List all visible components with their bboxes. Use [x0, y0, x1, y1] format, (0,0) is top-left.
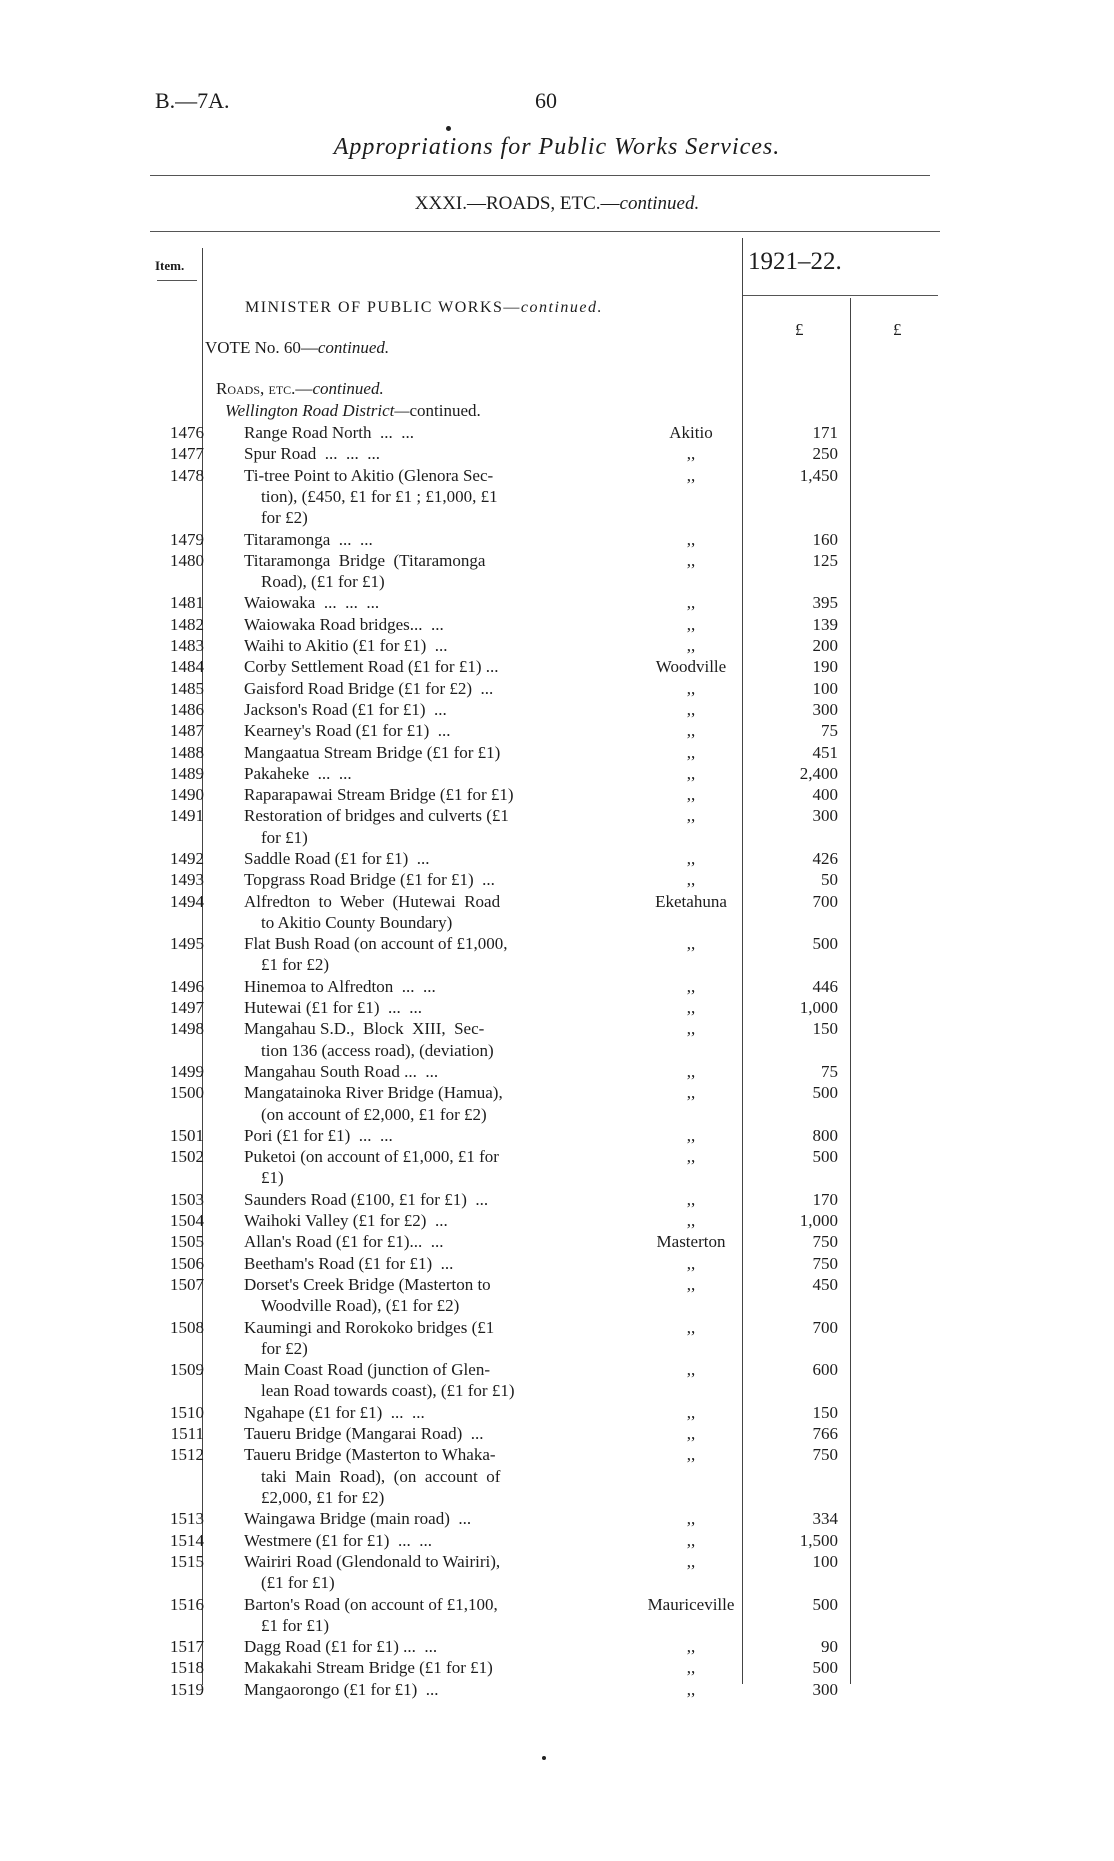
- minister-continued: continued.: [520, 299, 603, 316]
- item-locality: Masterton: [656, 1232, 726, 1252]
- item-description: Saunders Road (£100, £1 for £1) ...: [244, 1189, 489, 1209]
- item-number: 1481: [170, 593, 204, 613]
- currency-header-2: £: [893, 320, 902, 339]
- item-number: 1479: [170, 529, 204, 549]
- document-code: B.—7A.: [155, 88, 230, 113]
- table-row: [0, 1423, 1114, 1444]
- item-number: 1499: [170, 1062, 204, 1081]
- item-amount: 1,000: [799, 1211, 838, 1231]
- table-row: [0, 422, 1114, 443]
- item-description: Westmere (£1 for £1) ... ...: [244, 1530, 432, 1550]
- item-number: 1480: [170, 550, 204, 570]
- subtitle-main: XXXI.—ROADS, ETC.—: [414, 193, 620, 214]
- item-description: Flat Bush Road (on account of £1,000, £1 for £2): [244, 934, 508, 975]
- item-number: 1510: [170, 1402, 204, 1422]
- ink-dot: [446, 126, 451, 131]
- item-description: Wairiri Road (Glendonald to Wairiri), (£1 for £1): [244, 1551, 501, 1593]
- item-locality: ,,: [686, 1211, 696, 1231]
- year-column-header: 1921–22.: [748, 248, 842, 275]
- table-row: [0, 465, 1114, 529]
- table-row: [0, 1551, 1114, 1594]
- item-amount: 700: [812, 1317, 838, 1337]
- item-description: Mangahau S.D., Block XIII, Sec- tion 136 (access road), (deviation): [244, 1019, 494, 1060]
- item-number: 1493: [170, 870, 204, 890]
- item-locality: ,,: [686, 934, 696, 954]
- item-description: Hutewai (£1 for £1) ... ...: [244, 998, 422, 1018]
- item-number: 1516: [170, 1594, 204, 1614]
- table-row: [0, 592, 1114, 613]
- item-locality: ,,: [686, 1637, 696, 1657]
- item-description: Kaumingi and Rorokoko bridges (£1 for £2): [244, 1317, 495, 1358]
- item-number: 1476: [170, 423, 204, 442]
- item-amount: 500: [812, 1658, 838, 1678]
- table-row: [0, 1679, 1114, 1700]
- item-number: 1497: [170, 998, 204, 1018]
- item-amount: 766: [812, 1424, 838, 1444]
- item-description: Dagg Road (£1 for £1) ... ...: [244, 1637, 438, 1657]
- item-amount: 700: [812, 891, 838, 911]
- item-amount: 90: [821, 1637, 838, 1657]
- item-number: 1506: [170, 1253, 204, 1273]
- table-row: [0, 1444, 1114, 1508]
- table-row: [0, 1061, 1114, 1082]
- item-number: 1477: [170, 444, 204, 464]
- item-amount: 160: [812, 529, 838, 549]
- table-row: [0, 1018, 1114, 1061]
- item-amount: 750: [812, 1232, 838, 1252]
- item-description: Gaisford Road Bridge (£1 for £2) ...: [244, 678, 494, 698]
- item-amount: 125: [812, 550, 838, 570]
- table-row: [0, 1274, 1114, 1317]
- district-continued: continued.: [409, 401, 481, 420]
- item-locality: ,,: [686, 614, 696, 634]
- table-row: [0, 997, 1114, 1018]
- item-description: Mangatainoka River Bridge (Hamua), (on account of £2,000, £1 for £2): [244, 1083, 503, 1124]
- item-locality: ,,: [686, 763, 696, 783]
- table-row: [0, 976, 1114, 997]
- section-subtitle: [0, 193, 1114, 215]
- table-row: [0, 805, 1114, 848]
- vote-main: VOTE No. 60—: [205, 338, 318, 357]
- item-amount: 300: [812, 806, 838, 826]
- table-row: [0, 1402, 1114, 1423]
- item-locality: ,,: [686, 998, 696, 1018]
- item-number: 1485: [170, 678, 204, 698]
- table-row: [0, 742, 1114, 763]
- item-number: 1478: [170, 465, 204, 485]
- item-number: 1517: [170, 1637, 204, 1657]
- subtitle-continued: continued.: [619, 193, 700, 214]
- item-locality: ,,: [686, 529, 696, 549]
- item-locality: ,,: [686, 806, 696, 826]
- item-description: Taueru Bridge (Masterton to Whaka- taki Main Road), (on account of £2,000, £1 for £2): [244, 1445, 501, 1507]
- item-number: 1496: [170, 976, 204, 996]
- table-row: [0, 869, 1114, 890]
- item-amount: 451: [812, 742, 838, 762]
- item-description: Alfredton to Weber (Hutewai Road to Akitio County Boundary): [244, 891, 501, 932]
- item-amount: 170: [812, 1189, 838, 1209]
- item-locality: ,,: [686, 699, 696, 719]
- table-row: [0, 635, 1114, 656]
- item-amount: 400: [812, 785, 838, 805]
- item-locality: Woodville: [655, 657, 727, 677]
- table-row: [0, 1146, 1114, 1189]
- item-amount: 75: [821, 1062, 838, 1081]
- minister-main: MINISTER OF PUBLIC WORKS—: [245, 299, 521, 316]
- item-column-header: Item.: [155, 258, 185, 273]
- item-number: 1513: [170, 1509, 204, 1529]
- item-description: Saddle Road (£1 for £1) ...: [244, 849, 430, 868]
- item-amount: 300: [812, 1679, 838, 1699]
- item-locality: ,,: [686, 1658, 696, 1678]
- title-rule: [150, 175, 930, 176]
- page-number: 60: [535, 88, 557, 113]
- item-locality: ,,: [686, 1275, 696, 1294]
- roads-heading: [216, 379, 384, 399]
- currency-header-1: £: [795, 320, 804, 339]
- item-number: 1518: [170, 1658, 204, 1678]
- item-number: 1494: [170, 891, 204, 911]
- item-number: 1487: [170, 721, 204, 741]
- item-locality: ,,: [686, 1445, 696, 1465]
- table-row: [0, 1317, 1114, 1360]
- item-number: 1502: [170, 1147, 204, 1167]
- item-description: Kearney's Road (£1 for £1) ...: [244, 721, 451, 741]
- item-locality: ,,: [686, 1019, 696, 1039]
- item-locality: Akitio: [669, 423, 713, 442]
- item-amount: 250: [812, 444, 838, 464]
- item-locality: ,,: [686, 721, 696, 741]
- roads-main: Roads, etc.—: [216, 379, 313, 398]
- item-description: Ngahape (£1 for £1) ... ...: [244, 1402, 425, 1422]
- item-amount: 395: [812, 593, 838, 613]
- item-amount: 750: [812, 1445, 838, 1465]
- item-description: Barton's Road (on account of £1,100, £1 for £1): [244, 1594, 498, 1635]
- item-amount: 334: [812, 1509, 838, 1529]
- item-description: Pakaheke ... ...: [244, 763, 352, 783]
- item-number: 1503: [170, 1189, 204, 1209]
- table-row: [0, 1636, 1114, 1657]
- item-locality: ,,: [686, 444, 696, 464]
- table-row: [0, 1253, 1114, 1274]
- item-number: 1484: [170, 657, 204, 677]
- table-row: [0, 1530, 1114, 1551]
- item-description: Spur Road ... ... ...: [244, 444, 380, 464]
- item-number: 1495: [170, 934, 204, 954]
- item-amount: 1,000: [799, 998, 838, 1018]
- table-row: [0, 529, 1114, 550]
- year-header-rule: [742, 295, 938, 296]
- district-main: Wellington Road District—: [225, 401, 410, 420]
- item-locality: ,,: [686, 1189, 696, 1209]
- item-locality: ,,: [686, 636, 696, 655]
- table-top-rule: [150, 231, 940, 232]
- item-locality: ,,: [686, 1062, 696, 1081]
- item-number: 1483: [170, 636, 204, 655]
- table-row: [0, 1657, 1114, 1678]
- item-amount: 300: [812, 699, 838, 719]
- item-amount: 190: [812, 657, 838, 677]
- item-description: Allan's Road (£1 for £1)... ...: [244, 1232, 444, 1252]
- item-number: 1489: [170, 763, 204, 783]
- item-description: Corby Settlement Road (£1 for £1) ...: [244, 657, 499, 677]
- item-description: Mangaatua Stream Bridge (£1 for £1): [244, 742, 501, 762]
- vote-continued: continued.: [317, 338, 390, 357]
- item-amount: 500: [812, 1083, 838, 1103]
- item-description: Topgrass Road Bridge (£1 for £1) ...: [244, 870, 495, 890]
- table-row: [0, 1231, 1114, 1252]
- item-description: Ti-tree Point to Akitio (Glenora Sec- tion), (£450, £1 for £1 ; £1,000, £1 for £2): [244, 465, 498, 528]
- table-row: [0, 720, 1114, 741]
- item-amount: 50: [821, 870, 838, 890]
- page-title: Appropriations for Public Works Services.: [333, 134, 781, 160]
- item-amount: 426: [812, 849, 838, 868]
- item-amount: 500: [812, 934, 838, 954]
- item-locality: ,,: [686, 1530, 696, 1550]
- item-locality: ,,: [686, 678, 696, 698]
- item-locality: ,,: [686, 976, 696, 996]
- item-amount: 450: [812, 1275, 838, 1294]
- item-amount: 446: [812, 976, 838, 996]
- item-description: Raparapawai Stream Bridge (£1 for £1): [244, 785, 514, 805]
- item-locality: ,,: [686, 1424, 696, 1444]
- item-locality: ,,: [686, 849, 696, 868]
- item-locality: ,,: [686, 1083, 696, 1103]
- table-row: [0, 763, 1114, 784]
- item-description: Dorset's Creek Bridge (Masterton to Woodville Road), (£1 for £2): [244, 1275, 491, 1316]
- vote-heading: [205, 338, 389, 358]
- table-row: [0, 699, 1114, 720]
- table-row: [0, 1594, 1114, 1637]
- item-locality: ,,: [686, 1402, 696, 1422]
- item-description: Titaramonga ... ...: [244, 529, 373, 549]
- table-row: [0, 1082, 1114, 1125]
- item-amount: 150: [812, 1402, 838, 1422]
- item-locality: ,,: [686, 1360, 696, 1380]
- item-locality: Mauriceville: [647, 1594, 735, 1614]
- table-row: [0, 1210, 1114, 1231]
- item-number: 1509: [170, 1360, 204, 1380]
- minister-heading: [245, 299, 603, 317]
- item-description: Main Coast Road (junction of Glen- lean Road towards coast), (£1 for £1): [244, 1360, 515, 1401]
- item-number: 1505: [170, 1232, 204, 1252]
- table-row: [0, 656, 1114, 677]
- item-description: Waihi to Akitio (£1 for £1) ...: [244, 636, 448, 655]
- table-row: [0, 678, 1114, 699]
- item-amount: 750: [812, 1253, 838, 1273]
- item-amount: 139: [812, 614, 838, 634]
- roads-continued: continued.: [312, 379, 384, 398]
- item-locality: ,,: [686, 550, 696, 570]
- table-row: [0, 443, 1114, 464]
- item-amount: 600: [812, 1360, 838, 1380]
- item-locality: Eketahuna: [655, 891, 727, 911]
- table-row: [0, 891, 1114, 934]
- item-number: 1482: [170, 614, 204, 634]
- item-description: Mangahau South Road ... ...: [244, 1062, 439, 1081]
- item-locality: ,,: [686, 593, 696, 613]
- item-description: Pori (£1 for £1) ... ...: [244, 1125, 393, 1145]
- item-locality: ,,: [686, 465, 696, 485]
- item-description: Waingawa Bridge (main road) ...: [244, 1509, 472, 1529]
- table-row: [0, 1359, 1114, 1402]
- item-amount: 500: [812, 1147, 838, 1167]
- ink-dot: [542, 1756, 546, 1760]
- table-row: [0, 614, 1114, 635]
- item-description: Beetham's Road (£1 for £1) ...: [244, 1253, 454, 1273]
- item-number: 1500: [170, 1083, 204, 1103]
- item-header-underline: [157, 280, 197, 281]
- item-locality: ,,: [686, 1253, 696, 1273]
- table-row: [0, 784, 1114, 805]
- item-amount: 500: [812, 1594, 838, 1614]
- item-number: 1515: [170, 1551, 204, 1571]
- item-locality: ,,: [686, 1317, 696, 1337]
- item-amount: 171: [812, 423, 838, 442]
- item-amount: 200: [812, 636, 838, 655]
- item-description: Puketoi (on account of £1,000, £1 for £1): [244, 1147, 499, 1188]
- item-number: 1501: [170, 1125, 204, 1145]
- table-row: [0, 1125, 1114, 1146]
- table-row: [0, 1189, 1114, 1210]
- item-description: Mangaorongo (£1 for £1) ...: [244, 1679, 439, 1699]
- item-number: 1511: [170, 1424, 204, 1444]
- item-number: 1492: [170, 849, 204, 868]
- table-row: [0, 1508, 1114, 1529]
- item-number: 1508: [170, 1317, 204, 1337]
- item-number: 1507: [170, 1275, 204, 1294]
- item-description: Titaramonga Bridge (Titaramonga Road), (£1 for £1): [244, 550, 486, 592]
- district-heading: [225, 401, 481, 421]
- item-amount: 2,400: [799, 763, 838, 783]
- item-amount: 1,500: [799, 1530, 838, 1550]
- item-locality: ,,: [686, 742, 696, 762]
- item-number: 1514: [170, 1530, 204, 1550]
- item-number: 1512: [170, 1445, 204, 1465]
- item-locality: ,,: [686, 1551, 696, 1571]
- item-number: 1519: [170, 1679, 204, 1699]
- item-locality: ,,: [686, 1679, 696, 1699]
- item-description: Taueru Bridge (Mangarai Road) ...: [244, 1424, 484, 1444]
- item-locality: ,,: [686, 870, 696, 890]
- item-number: 1498: [170, 1019, 204, 1039]
- item-number: 1504: [170, 1211, 204, 1231]
- item-number: 1488: [170, 742, 204, 762]
- item-amount: 800: [812, 1125, 838, 1145]
- item-description: Waiowaka ... ... ...: [244, 593, 380, 613]
- item-locality: ,,: [686, 1147, 696, 1167]
- item-amount: 100: [812, 678, 838, 698]
- item-number: 1491: [170, 806, 204, 826]
- item-amount: 100: [812, 1551, 838, 1571]
- item-locality: ,,: [686, 1509, 696, 1529]
- table-row: [0, 848, 1114, 869]
- item-description: Hinemoa to Alfredton ... ...: [244, 976, 436, 996]
- item-description: Range Road North ... ...: [244, 423, 414, 442]
- item-description: Restoration of bridges and culverts (£1 for £1): [244, 806, 509, 847]
- item-amount: 1,450: [799, 465, 838, 485]
- table-row: [0, 933, 1114, 976]
- item-amount: 150: [812, 1019, 838, 1039]
- item-locality: ,,: [686, 1125, 696, 1145]
- table-row: [0, 550, 1114, 593]
- item-description: Waihoki Valley (£1 for £2) ...: [244, 1211, 448, 1231]
- item-amount: 75: [821, 721, 838, 741]
- item-locality: ,,: [686, 785, 696, 805]
- item-description: Jackson's Road (£1 for £1) ...: [244, 699, 447, 719]
- item-description: Makakahi Stream Bridge (£1 for £1): [244, 1658, 493, 1678]
- item-description: Waiowaka Road bridges... ...: [244, 614, 444, 634]
- item-number: 1486: [170, 699, 204, 719]
- item-number: 1490: [170, 785, 204, 805]
